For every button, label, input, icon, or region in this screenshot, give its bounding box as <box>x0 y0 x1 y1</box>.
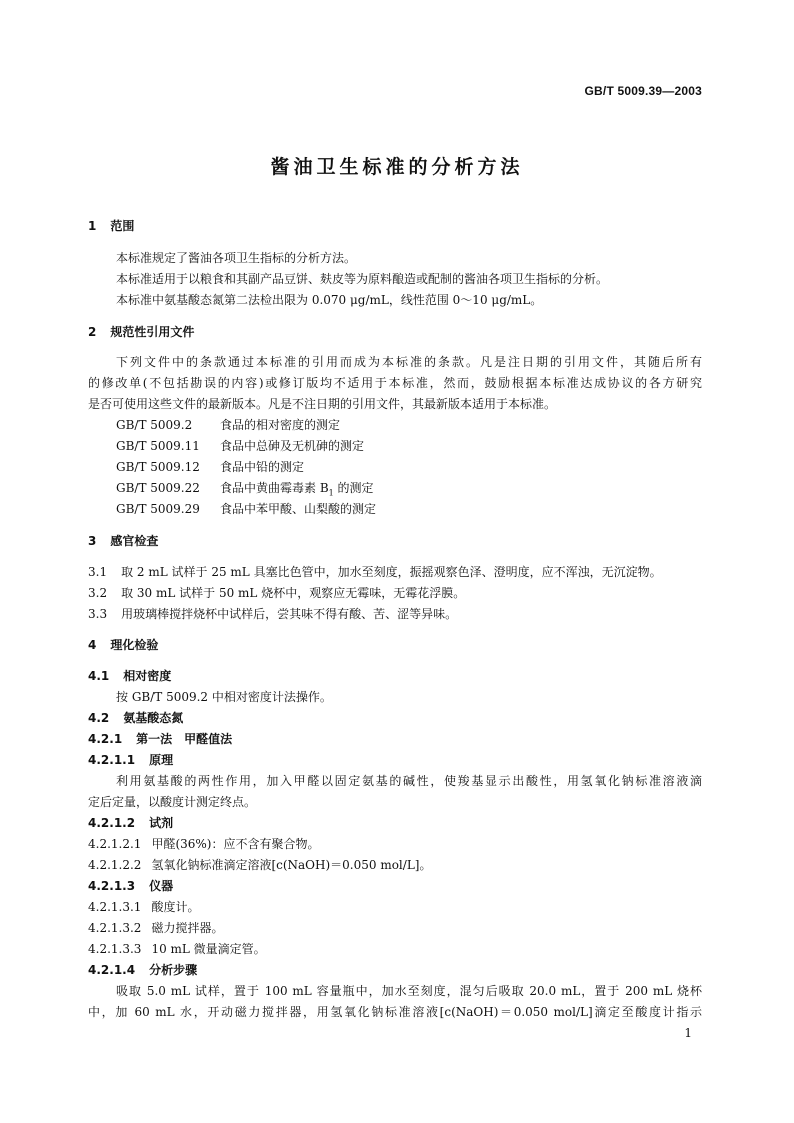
section-2-heading <box>88 324 194 340</box>
subsection-heading <box>88 815 173 831</box>
subsection-heading <box>88 962 197 978</box>
subsection-number: 4.2.1.4 <box>88 963 136 977</box>
subsection-number: 4.2.1.3 <box>88 879 136 893</box>
reference-item <box>116 417 340 433</box>
document-title: 酱油卫生标准的分析方法 <box>270 156 524 178</box>
section-number: 2 <box>88 325 97 339</box>
paragraph: 按 GB/T 5009.2 中相对密度计法操作。 <box>116 690 332 704</box>
clause <box>88 920 223 936</box>
clause <box>88 606 457 622</box>
section-4-heading <box>88 637 158 653</box>
clause-text: 酸度计。 <box>151 900 200 914</box>
clause-number: 3.2 <box>88 586 108 600</box>
subsection-number: 4.2 <box>88 711 110 725</box>
paragraph: 的修改单(不包括勘误的内容)或修订版均不适用于本标准，然而，鼓励根据本标准达成协议的各方研究 <box>88 376 702 390</box>
paragraph: 本标准适用于以粮食和其副产品豆饼、麸皮等为原料酿造或配制的酱油各项卫生指标的分析。 <box>116 272 609 286</box>
subsection-title: 原理 <box>149 753 174 767</box>
reference-title: 食品中铅的测定 <box>220 460 305 474</box>
section-title: 理化检验 <box>110 638 159 652</box>
section-title: 感官检查 <box>110 534 159 548</box>
reference-code: GB/T 5009.2 <box>116 418 193 432</box>
subsection-title: 分析步骤 <box>149 963 198 977</box>
subsection-number: 4.1 <box>88 669 110 683</box>
paragraph: 吸取 5.0 mL 试样，置于 100 mL 容量瓶中，加水至刻度，混匀后吸取 20.0 mL，置于 200 mL 烧杯 <box>116 984 702 998</box>
reference-title: 食品的相对密度的测定 <box>220 418 341 432</box>
clause <box>88 941 266 957</box>
clause-text: 氢氧化钠标准滴定溶液[c(NaOH)＝0.050 mol/L]。 <box>151 858 432 872</box>
paragraph: 下列文件中的条款通过本标准的引用而成为本标准的条款。凡是注日期的引用文件，其随后所有 <box>116 355 702 369</box>
clause-number: 4.2.1.3.1 <box>88 900 142 914</box>
clause <box>88 899 199 915</box>
section-number: 4 <box>88 638 97 652</box>
subsection-heading <box>88 731 232 747</box>
subsection-heading <box>88 668 171 684</box>
clause <box>88 836 319 852</box>
reference-code: GB/T 5009.29 <box>116 502 200 516</box>
reference-code: GB/T 5009.12 <box>116 460 200 474</box>
subsection-number: 4.2.1.2 <box>88 816 136 830</box>
clause-text: 取 30 mL 试样于 50 mL 烧杯中，观察应无霉味，无霉花浮膜。 <box>121 586 466 600</box>
reference-item <box>116 501 376 517</box>
reference-code: GB/T 5009.11 <box>116 439 200 453</box>
clause-number: 4.2.1.2.1 <box>88 837 142 851</box>
section-number: 1 <box>88 219 97 233</box>
clause-number: 4.2.1.3.3 <box>88 942 142 956</box>
section-number: 3 <box>88 534 97 548</box>
subsection-title: 氨基酸态氮 <box>123 711 184 725</box>
clause <box>88 857 431 873</box>
clause-text: 用玻璃棒搅拌烧杯中试样后，尝其味不得有酸、苦、涩等异味。 <box>121 607 458 621</box>
subsection-number: 4.2.1 <box>88 732 123 746</box>
subsection-heading <box>88 752 173 768</box>
standard-code: GB/T 5009.39—2003 <box>584 84 702 98</box>
subscript: 1 <box>328 488 334 498</box>
subsection-number: 4.2.1.1 <box>88 753 136 767</box>
page-number: 1 <box>684 1026 692 1040</box>
subsection-title: 仪器 <box>149 879 174 893</box>
clause <box>88 585 465 601</box>
reference-title: 食品中苯甲酸、山梨酸的测定 <box>220 502 377 516</box>
section-3-heading <box>88 533 158 549</box>
clause-number: 4.2.1.3.2 <box>88 921 142 935</box>
paragraph: 定后定量，以酸度计测定终点。 <box>88 795 257 809</box>
paragraph: 利用氨基酸的两性作用，加入甲醛以固定氨基的碱性，使羧基显示出酸性，用氢氧化钠标准溶液滴 <box>116 774 702 788</box>
clause <box>88 564 662 580</box>
paragraph: 本标准中氨基酸态氮第二法检出限为 0.070 μg/mL，线性范围 0～10 μg/mL。 <box>116 293 543 307</box>
reference-code: GB/T 5009.22 <box>116 481 200 495</box>
subsection-title: 相对密度 <box>123 669 172 683</box>
reference-item <box>116 459 304 475</box>
clause-text: 甲醛(36%)：应不含有聚合物。 <box>151 837 320 851</box>
clause-number: 3.3 <box>88 607 108 621</box>
clause-number: 3.1 <box>88 565 108 579</box>
reference-item <box>116 438 364 454</box>
clause-text: 磁力搅拌器。 <box>151 921 224 935</box>
clause-text: 取 2 mL 试样于 25 mL 具塞比色管中，加水至刻度，振摇观察色泽、澄明度，应不浑浊，无沉淀物。 <box>121 565 662 579</box>
clause-number: 4.2.1.2.2 <box>88 858 142 872</box>
subsection-title: 第一法 甲醛值法 <box>136 732 233 746</box>
subsection-title: 试剂 <box>149 816 174 830</box>
section-title: 规范性引用文件 <box>110 325 195 339</box>
section-1-heading <box>88 218 134 234</box>
paragraph: 本标准规定了酱油各项卫生指标的分析方法。 <box>116 251 357 265</box>
reference-title: 食品中黄曲霉毒素 B <box>220 481 329 495</box>
subsection-heading <box>88 710 183 726</box>
reference-title: 食品中总砷及无机砷的测定 <box>220 439 365 453</box>
paragraph: 是否可使用这些文件的最新版本。凡是不注日期的引用文件，其最新版本适用于本标准。 <box>88 397 557 411</box>
reference-title-tail: 的测定 <box>333 481 374 495</box>
section-title: 范围 <box>110 219 135 233</box>
subsection-heading <box>88 878 173 894</box>
clause-text: 10 mL 微量滴定管。 <box>151 942 266 956</box>
reference-item <box>116 480 374 501</box>
paragraph: 中，加 60 mL 水，开动磁力搅拌器，用氢氧化钠标准溶液[c(NaOH)＝0.050 mol/L]滴定至酸度计指示 <box>88 1005 702 1019</box>
